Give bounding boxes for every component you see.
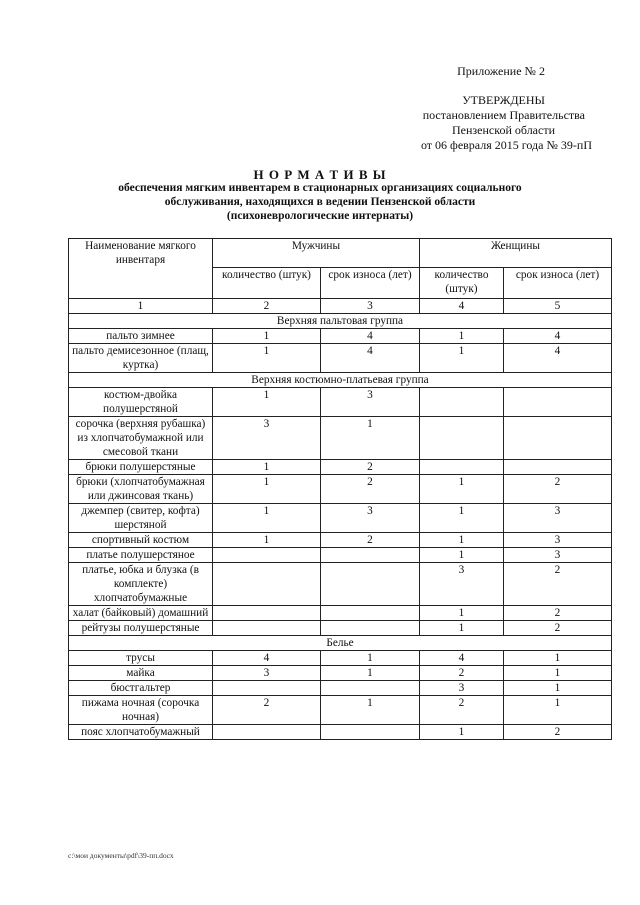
- table-row: [69, 417, 612, 460]
- approved-label: УТВЕРЖДЕНЫ: [462, 93, 545, 107]
- men-qty-cell: [213, 548, 321, 563]
- women-qty-cell: [420, 417, 504, 460]
- women-wear-cell: 2: [504, 621, 612, 636]
- women-qty-cell: 3: [420, 681, 504, 696]
- men-wear-cell: 1: [321, 651, 420, 666]
- women-wear-cell: 1: [504, 681, 612, 696]
- table-row: [69, 696, 612, 725]
- title-line-1: обеспечения мягким инвентарем в стационарных организациях социального: [118, 182, 522, 194]
- table-row: [69, 725, 612, 740]
- item-name: платье полушерстяное: [69, 548, 213, 563]
- men-wear-cell: 1: [321, 417, 420, 460]
- section-title: Белье: [69, 636, 612, 651]
- col-number: 4: [420, 299, 504, 314]
- item-name: костюм-двойка полушерстяной: [69, 388, 213, 417]
- women-header: Женщины: [420, 239, 612, 268]
- table-row: [69, 666, 612, 681]
- women-wear-cell: 1: [504, 651, 612, 666]
- men-wear-cell: [321, 621, 420, 636]
- men-wear-cell: 4: [321, 329, 420, 344]
- women-qty-cell: 2: [420, 696, 504, 725]
- men-wear-cell: 1: [321, 696, 420, 725]
- women-qty-cell: 1: [420, 533, 504, 548]
- women-wear-cell: 4: [504, 329, 612, 344]
- men-qty-header: количество (штук): [213, 268, 321, 299]
- item-name: пояс хлопчатобумажный: [69, 725, 213, 740]
- table-row: [69, 475, 612, 504]
- header-row: [69, 239, 612, 268]
- men-wear-cell: [321, 725, 420, 740]
- men-wear-header: срок износа (лет): [321, 268, 420, 299]
- women-qty-cell: 1: [420, 504, 504, 533]
- men-wear-cell: [321, 563, 420, 606]
- table-row: [69, 460, 612, 475]
- women-wear-cell: 2: [504, 475, 612, 504]
- table-row: [69, 621, 612, 636]
- item-name: трусы: [69, 651, 213, 666]
- title-line-3: (психоневрологические интернаты): [226, 210, 414, 222]
- col-number: 2: [213, 299, 321, 314]
- women-qty-cell: [420, 388, 504, 417]
- men-wear-cell: 2: [321, 475, 420, 504]
- item-name: майка: [69, 666, 213, 681]
- women-qty-cell: [420, 460, 504, 475]
- item-name: платье, юбка и блузка (в комплекте) хлопчатобумажные: [69, 563, 213, 606]
- document-title: Н О Р М А Т И В Ы: [253, 167, 387, 182]
- region-name: Пензенской области: [452, 123, 555, 137]
- men-wear-cell: [321, 681, 420, 696]
- table-row: [69, 548, 612, 563]
- men-wear-cell: 3: [321, 504, 420, 533]
- item-name: пальто зимнее: [69, 329, 213, 344]
- col-name-header: [69, 239, 213, 299]
- norms-table: [68, 238, 612, 740]
- men-wear-cell: [321, 548, 420, 563]
- men-qty-cell: [213, 681, 321, 696]
- item-name: рейтузы полушерстяные: [69, 621, 213, 636]
- item-name: халат (байковый) домашний: [69, 606, 213, 621]
- table-row: [69, 504, 612, 533]
- number-row: [69, 299, 612, 314]
- table-row: [69, 533, 612, 548]
- women-qty-cell: 1: [420, 548, 504, 563]
- section-row: [69, 373, 612, 388]
- men-qty-cell: 4: [213, 651, 321, 666]
- appendix-label: Приложение № 2: [457, 64, 545, 78]
- men-qty-cell: 1: [213, 460, 321, 475]
- table-row: [69, 388, 612, 417]
- men-qty-cell: 1: [213, 388, 321, 417]
- men-wear-cell: 2: [321, 533, 420, 548]
- approved-by: постановлением Правительства: [422, 108, 585, 122]
- men-qty-cell: 1: [213, 533, 321, 548]
- men-qty-cell: [213, 606, 321, 621]
- decree-date: от 06 февраля 2015 года № 39-пП: [420, 138, 592, 152]
- men-qty-cell: [213, 563, 321, 606]
- women-wear-header: срок износа (лет): [504, 268, 612, 299]
- women-qty-cell: 1: [420, 621, 504, 636]
- item-name: спортивный костюм: [69, 533, 213, 548]
- men-wear-cell: 3: [321, 388, 420, 417]
- women-qty-cell: 2: [420, 666, 504, 681]
- women-wear-cell: [504, 388, 612, 417]
- men-qty-cell: 1: [213, 344, 321, 373]
- table-row: [69, 681, 612, 696]
- men-qty-cell: 1: [213, 504, 321, 533]
- item-name: сорочка (верхняя рубашка) из хлопчатобумажной или смесовой ткани: [69, 417, 213, 460]
- section-row: [69, 314, 612, 329]
- table-row: [69, 606, 612, 621]
- item-name: пальто демисезонное (плащ, куртка): [69, 344, 213, 373]
- women-wear-cell: [504, 417, 612, 460]
- women-wear-cell: 4: [504, 344, 612, 373]
- women-wear-cell: 3: [504, 504, 612, 533]
- men-wear-cell: 1: [321, 666, 420, 681]
- women-wear-cell: 2: [504, 606, 612, 621]
- women-qty-cell: 1: [420, 606, 504, 621]
- women-wear-cell: 1: [504, 666, 612, 681]
- women-qty-cell: 1: [420, 344, 504, 373]
- men-qty-cell: 3: [213, 417, 321, 460]
- item-name: бюстгальтер: [69, 681, 213, 696]
- women-qty-header: количество (штук): [420, 268, 504, 299]
- women-qty-cell: 1: [420, 725, 504, 740]
- table-row: [69, 344, 612, 373]
- section-title: Верхняя костюмно-платьевая группа: [69, 373, 612, 388]
- men-wear-cell: [321, 606, 420, 621]
- women-qty-cell: 1: [420, 475, 504, 504]
- men-qty-cell: 1: [213, 329, 321, 344]
- table-row: [69, 651, 612, 666]
- col-number: 5: [504, 299, 612, 314]
- item-name: брюки полушерстяные: [69, 460, 213, 475]
- section-title: Верхняя пальтовая группа: [69, 314, 612, 329]
- women-wear-cell: 3: [504, 533, 612, 548]
- men-qty-cell: 2: [213, 696, 321, 725]
- col-number: 1: [69, 299, 213, 314]
- men-wear-cell: 2: [321, 460, 420, 475]
- table-row: [69, 329, 612, 344]
- col-name-text: Наименование мягкого инвентаря: [85, 240, 196, 266]
- women-wear-cell: 2: [504, 725, 612, 740]
- title-line-2: обслуживания, находящихся в ведении Пензенской области: [164, 196, 476, 208]
- women-wear-cell: 1: [504, 696, 612, 725]
- men-qty-cell: 1: [213, 475, 321, 504]
- men-header: Мужчины: [213, 239, 420, 268]
- women-wear-cell: 3: [504, 548, 612, 563]
- women-qty-cell: 1: [420, 329, 504, 344]
- section-row: [69, 636, 612, 651]
- item-name: пижама ночная (сорочка ночная): [69, 696, 213, 725]
- men-qty-cell: [213, 621, 321, 636]
- item-name: брюки (хлопчатобумажная или джинсовая ткань): [69, 475, 213, 504]
- table-row: [69, 563, 612, 606]
- women-qty-cell: 3: [420, 563, 504, 606]
- item-name: джемпер (свитер, кофта) шерстяной: [69, 504, 213, 533]
- women-wear-cell: [504, 460, 612, 475]
- men-wear-cell: 4: [321, 344, 420, 373]
- men-qty-cell: 3: [213, 666, 321, 681]
- men-qty-cell: [213, 725, 321, 740]
- file-path-footer: c:\мои документы\pdf\39-пп.docx: [68, 851, 174, 860]
- women-wear-cell: 2: [504, 563, 612, 606]
- women-qty-cell: 4: [420, 651, 504, 666]
- col-number: 3: [321, 299, 420, 314]
